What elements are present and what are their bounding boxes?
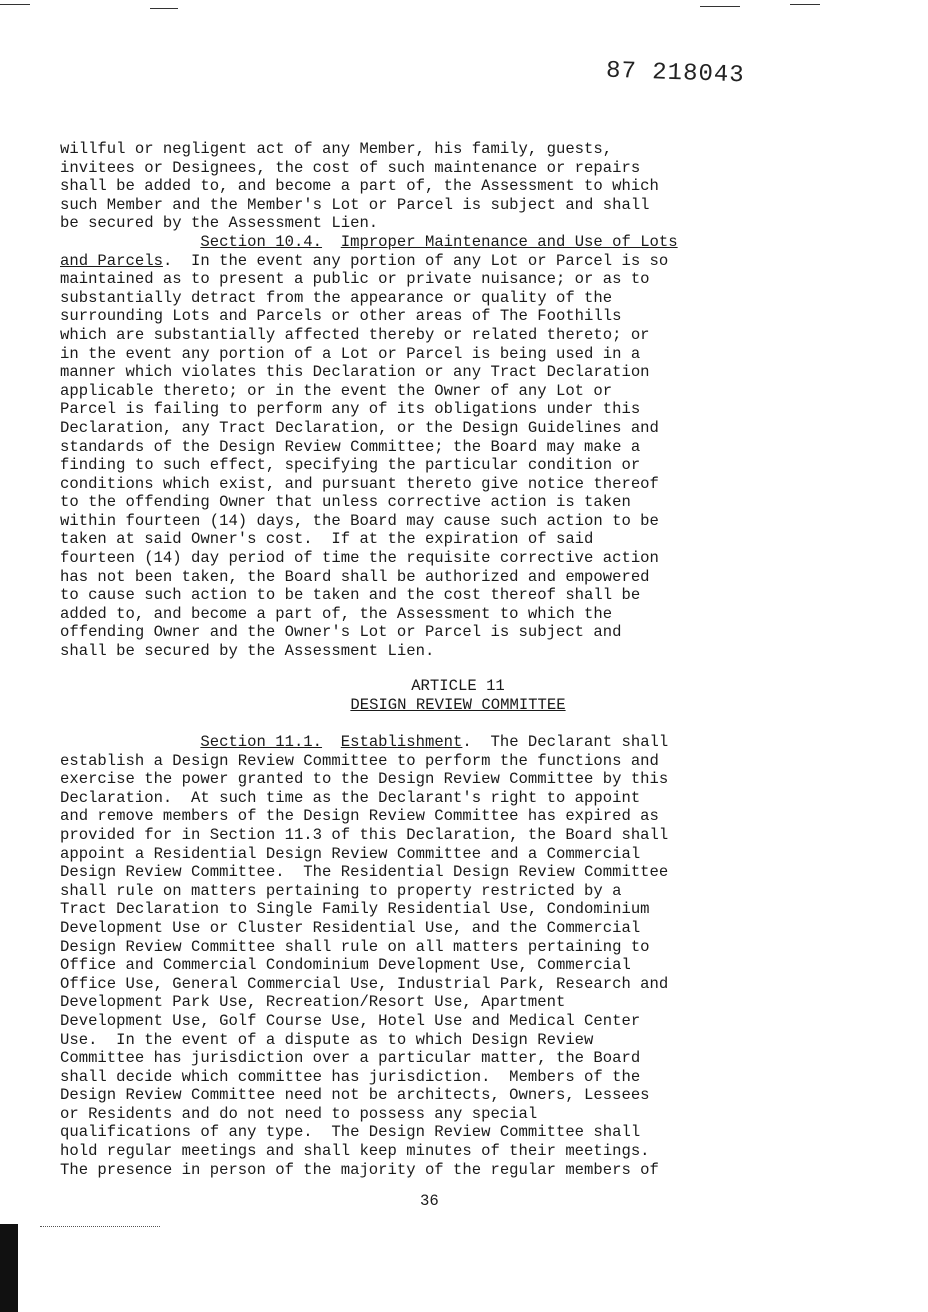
page-number: 36: [420, 1192, 439, 1210]
section-11-1-heading-line: Section 11.1. Establishment. The Declarant shall: [200, 733, 669, 751]
section-11-1-number: Section 11.1.: [200, 733, 323, 751]
section-10-4-first-line: and Parcels. In the event any portion of any Lot or Parcel is so: [60, 251, 669, 270]
article-label: ARTICLE 11: [411, 677, 505, 695]
article-title: DESIGN REVIEW COMMITTEE: [350, 696, 566, 714]
section-11-1: Section 11.1. Establishment. The Declarant shall establish a Design Review Committee to perform the functions and exercise the power granted to the Design Review Committee by this Declaration. At such time as the Declarant's right to appoint and remove members of the Design Review Committee has expired as provided for in Section 11.3 of this Declaration, the Board shall appoint a Residential Design Review Committee and a Commercial Design Review Committee. The Residential Design Review Committee shall rule on matters pertaining to property restricted by a Tract Declaration to Single Family Residential Use, Condominium Development Use or Cluster Residential Use, and the Commercial Design Review Committee shall rule on all matters pertaining to Office and Commercial Condominium Development Use, Commercial Office Use, General Commercial Use, Industrial Park, Research and Development Park Use, Recreation/Resort Use, Apartment Development Use, Golf Course Use, Hotel Use and Medical Center Use. In the event of a dispute as to which Design Review Committee has jurisdiction over a particular matter, the Board shall decide which committee has jurisdiction. Members of the Design Review Committee need not be architects, Owners, Lessees or Residents and do not need to possess any special qualifications of any type. The Design Review Committee shall hold regular meetings and shall keep minutes of their meetings. The presence in person of the majority of the regular members of: [60, 733, 800, 1179]
section-10-4-title: Improper Maintenance and Use of Lots: [340, 232, 678, 251]
section-10-4-number: Section 10.4.: [200, 232, 323, 251]
body-text-bottom: [60, 733, 800, 1179]
section-10-4: Section 10.4. Improper Maintenance and Use of Lots and Parcels. In the event any portion of any Lot or Parcel is so maintained as to present a public or private nuisance; or as to substantially detract from the appearance or quality of the surrounding Lots and Parcels or other areas of The Foothills which are substantially affected thereby or related thereto; or in the event any portion of a Lot or Parcel is being used in a manner which violates this Declaration or any Tract Declaration applicable thereto; or in the event the Owner of any Lot or Parcel is failing to perform any of its obligations under this Declaration, any Tract Declaration, or the Design Guidelines and standards of the Design Review Committee; the Board may make a finding to such effect, specifying the particular condition or conditions which exist, and pursuant thereto give notice thereof to the offending Owner that unless corrective action is taken within fourteen (14) days, the Board may cause such action to be taken at said Owner's cost. If at the expiration of said fourteen (14) day period of time the requisite corrective action has not been taken, the Board shall be authorized and empowered to cause such action to be taken and the cost thereof shall be added to, and become a part of, the Assessment to which the offending Owner and the Owner's Lot or Parcel is subject and shall be secured by the Assessment Lien.: [60, 233, 800, 661]
section-11-1-title: Establishment: [340, 733, 463, 751]
scan-specks: [40, 1226, 160, 1229]
paragraph-continuation: willful or negligent act of any Member, his family, guests, invitees or Designees, the cost of such maintenance or repairs shall be added to, and become a part of, the Assessment to which such Member and the Member's Lot or Parcel is subject and shall be secured by the Assessment Lien.: [60, 140, 659, 233]
scan-artifact: [0, 1224, 18, 1312]
document-number: 87 218043: [605, 57, 746, 90]
section-10-4-heading-line: [60, 233, 800, 252]
body-text-top: [60, 140, 800, 661]
